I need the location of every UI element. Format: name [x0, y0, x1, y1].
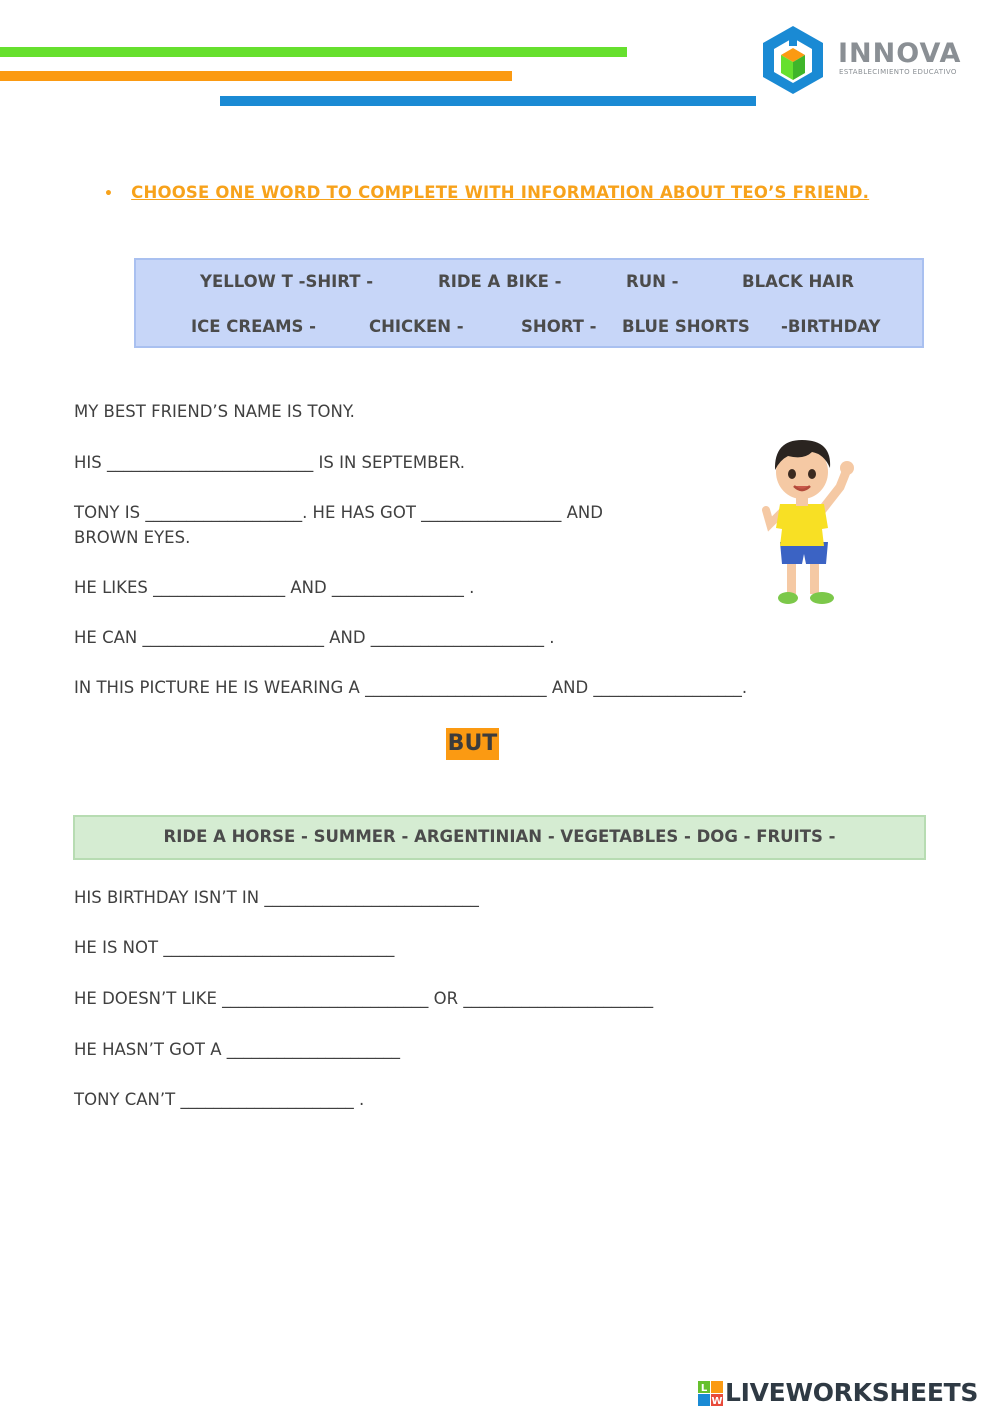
decor-bar-blue [220, 96, 756, 106]
word-bank-2-items: RIDE A HORSE - SUMMER - ARGENTINIAN - VEGETABLES - DOG - FRUITS - [163, 827, 836, 846]
sentence-wearing[interactable]: IN THIS PICTURE HE IS WEARING A ______________________ AND __________________. [74, 678, 748, 697]
instruction-heading [104, 183, 869, 202]
sentence-doesnt-like[interactable]: HE DOESN’T LIKE _________________________ OR _______________________ [74, 989, 654, 1008]
sentence-can[interactable]: HE CAN ______________________ AND _____________________ . [74, 628, 555, 647]
sentence-birthday[interactable]: HIS _________________________ IS IN SEPTEMBER. [74, 453, 465, 472]
but-label: BUT [446, 728, 499, 760]
sentence-cant[interactable]: TONY CAN’T _____________________ . [74, 1090, 365, 1109]
word-bank-1 [134, 258, 924, 348]
word-bank-item: CHICKEN - [369, 317, 464, 336]
word-bank-item: RUN - [626, 272, 679, 291]
liveworksheets-logo [698, 1378, 998, 1410]
decor-bar-green [0, 47, 627, 57]
word-bank-2 [73, 815, 926, 860]
sentence-not-birthday[interactable]: HIS BIRTHDAY ISN’T IN __________________________ [74, 888, 479, 907]
logo-name: INNOVA [838, 38, 962, 69]
sentence-hasnt-got[interactable]: HE HASN’T GOT A _____________________ [74, 1040, 401, 1059]
instruction-text: CHOOSE ONE WORD TO COMPLETE WITH INFORMATION ABOUT TEO’S FRIEND. [131, 183, 870, 202]
sentence-name: MY BEST FRIEND’S NAME IS TONY. [74, 402, 355, 421]
word-bank-item: SHORT - [521, 317, 597, 336]
word-bank-item: BLUE SHORTS [622, 317, 750, 336]
innova-cube-icon [760, 24, 826, 96]
sentence-appearance-cont: BROWN EYES. [74, 528, 191, 547]
word-bank-item: -BIRTHDAY [781, 317, 881, 336]
word-bank-item: ICE CREAMS - [191, 317, 317, 336]
sentence-not-nationality[interactable]: HE IS NOT ____________________________ [74, 938, 395, 957]
word-bank-item: RIDE A BIKE - [438, 272, 562, 291]
liveworksheets-badge-icon [698, 1381, 724, 1407]
bullet-icon: • [104, 186, 114, 202]
badge-letter: W [711, 1396, 723, 1407]
badge-letter: L [700, 1383, 708, 1394]
sentence-likes[interactable]: HE LIKES ________________ AND ________________ . [74, 578, 475, 597]
word-bank-item: YELLOW T -SHIRT - [200, 272, 374, 291]
sentence-appearance[interactable]: TONY IS ___________________. HE HAS GOT _________________ AND [74, 503, 603, 522]
word-bank-item: BLACK HAIR [742, 272, 854, 291]
liveworksheets-brand: LIVEWORKSHEETS [725, 1378, 979, 1407]
decor-bar-orange [0, 71, 512, 81]
innova-logo [760, 24, 960, 96]
logo-subtitle: ESTABLECIMIENTO EDUCATIVO [839, 68, 957, 76]
boy-illustration [752, 432, 862, 612]
